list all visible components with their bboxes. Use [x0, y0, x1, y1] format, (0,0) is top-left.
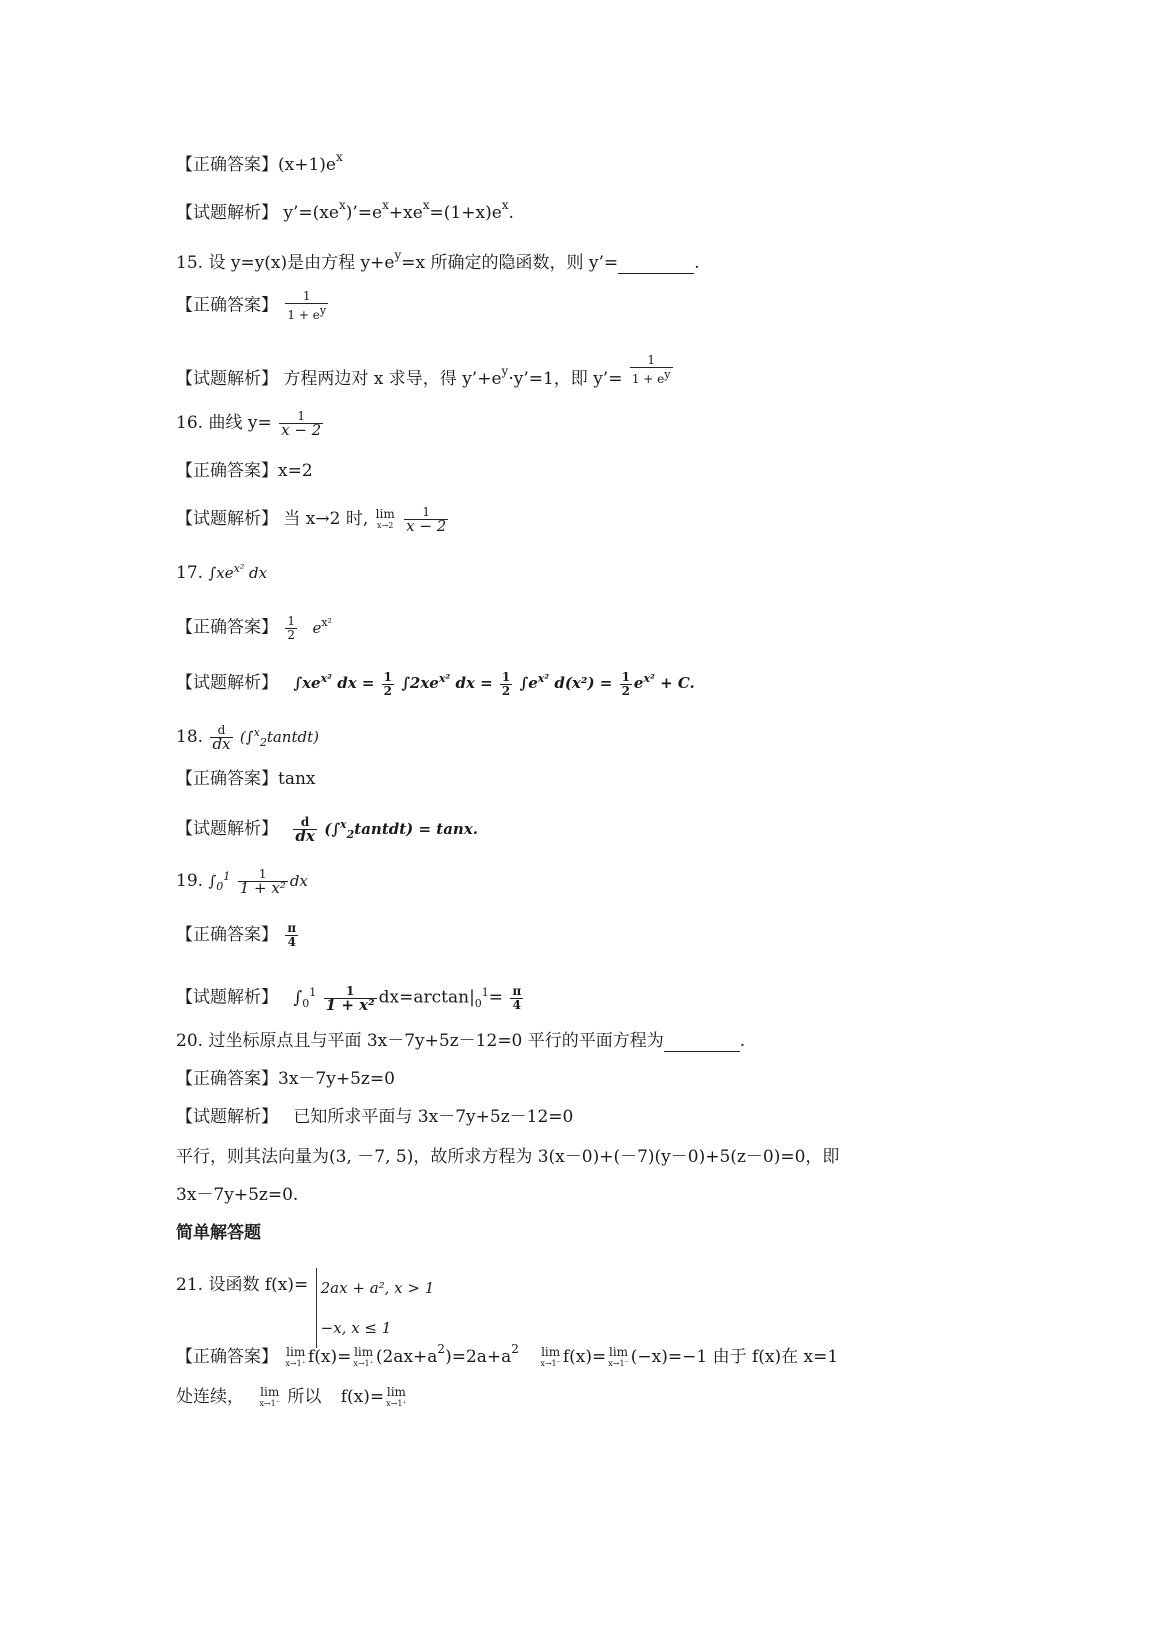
q19-analysis-fraction: $\frac{1}{\text{1 + x²}}$	[325, 983, 375, 1014]
answer-label: 【正确答案】	[176, 295, 278, 316]
q14-answer: (x+1)e	[278, 155, 336, 175]
q17-answer-fraction: $\frac{1}{2}$	[287, 613, 296, 642]
q17-answer-line: 【正确答案】 $\frac{1}{2}$ $e^{x^2}$	[176, 613, 332, 642]
answer-label: 【正确答案】	[176, 925, 278, 945]
analysis-label: 【试题解析】	[176, 369, 278, 389]
answer-label: 【正确答案】	[176, 1347, 278, 1367]
q14-answer-line	[176, 146, 343, 176]
q15-answer-fraction: $\frac{1}{1 + e^y}$	[287, 289, 327, 322]
answer-label: 【正确答案】	[176, 617, 278, 638]
q16-analysis-line: 【试题解析】 当 x→2 时, lim x→2 $\frac{1}{x - 2}$	[176, 505, 447, 535]
answer-label: 【正确答案】	[176, 769, 278, 789]
q20-answer: 3x－7y+5z=0	[278, 1069, 395, 1089]
analysis-label: 【试题解析】	[176, 673, 278, 693]
q20-stem: 20. 过坐标原点且与平面 3x－7y+5z－12=0 平行的平面方程为 .	[176, 1031, 746, 1051]
q14-answer-exp: x	[335, 150, 343, 164]
q18-expression: (∫$^x_2$tantdt)	[239, 726, 319, 749]
q19-answer-fraction: $\frac{\pi}{4}$	[287, 921, 297, 949]
q17-analysis: $\int xe^{x^2}$ dx = $\frac{1}{2}$ $\int 2xe^{x^2}$ dx = $\frac{1}{2}$ $\int e^{x^2}$ d(x²) = $\frac{1}{2}$ $e^{x^2} + C$.	[293, 669, 695, 698]
q18-analysis: (∫$^x_2$tantdt) = tanx.	[324, 818, 479, 841]
q18-analysis-line	[176, 814, 478, 846]
limit-operator: lim x→2	[375, 506, 395, 530]
q19-fraction: $\frac{1}{\text{1 + x²}}$	[239, 867, 286, 897]
q16-answer: x=2	[278, 461, 313, 481]
q21-stem: 21. 设函数 f(x)= 2ax + a², x > 1 −x, x ≤ 1	[176, 1274, 434, 1354]
q19-stem: 19. $\int_0^1$ $\frac{1}{\text{1 + x²}}$ dx	[176, 867, 308, 897]
q17-analysis-line	[176, 668, 695, 698]
q20-answer-line	[176, 1068, 395, 1090]
limit-operator: lim x→1⁻	[540, 1344, 561, 1368]
q16-answer-line	[176, 460, 313, 482]
q17-integral: $\int xe^{x^2}$ dx	[208, 562, 268, 582]
q18-stem: 18. $\frac{d}{dx}$ (∫$^x_2$tantdt)	[176, 723, 319, 753]
q17-stem: 17. $\int xe^{x^2}$ dx	[176, 562, 268, 583]
q19-analysis-line: 【试题解析】 $\int_0^1$ $\frac{1}{\text{1 + x²}}$ $dx=\arctan|_0^1=$ $\frac{\pi}{4}$	[176, 983, 522, 1014]
q16-fraction: $\frac{1}{x - 2}$	[281, 409, 322, 439]
q15-stem: 15. 设 y=y(x)是由方程 $y+e^y=x$ 所确定的隐函数，则 y’= .	[176, 248, 700, 273]
q15-answer-line	[176, 290, 330, 322]
q15-analysis-fraction: $\frac{1}{1 + e^y}$	[631, 352, 671, 386]
q16-analysis-fraction: $\frac{1}{x - 2}$	[406, 505, 447, 535]
q16-stem: 16. 曲线 y= $\frac{1}{x - 2}$	[176, 409, 322, 439]
limit-operator: lim x→1⁺	[285, 1344, 306, 1368]
analysis-label: 【试题解析】	[176, 203, 278, 223]
q19-answer-line	[176, 922, 300, 949]
q21-answer-line2: 处连续， lim x→1⁻ 所以 f(x)= lim x→1⁺	[176, 1384, 407, 1408]
q21-answer-line: 【正确答案】 lim x→1⁺ f(x)= lim x→1⁺ $(2ax+a^2)=2a+a^2$ lim x→1⁻ f(x)= lim x→1⁻ (−x)=−1 由于 f(x)在 x=1	[176, 1342, 839, 1368]
limit-operator: lim x→1⁻	[608, 1344, 629, 1368]
analysis-label: 【试题解析】	[176, 819, 278, 839]
answer-label: 【正确答案】	[176, 1069, 278, 1089]
limit-operator: lim x→1⁻	[259, 1384, 280, 1408]
answer-blank	[618, 257, 694, 274]
analysis-label: 【试题解析】	[176, 1107, 278, 1127]
derivative-operator: $\frac{d}{dx}$	[295, 815, 315, 845]
piecewise-function: 2ax + a², x > 1 −x, x ≤ 1	[316, 1268, 435, 1348]
q20-analysis-line	[176, 1106, 573, 1128]
q20-analysis-line3: 3x－7y+5z=0.	[176, 1185, 299, 1205]
q19-integral: $\int_0^1$	[208, 870, 231, 893]
q18-answer-line	[176, 768, 316, 790]
q14-analysis-line	[176, 194, 514, 224]
section-heading: 简单解答题	[176, 1223, 261, 1243]
q15-analysis-line: 【试题解析】 方程两边对 x 求导，得 $y’+e^y\cdot y’=1$，即 y’= $\frac{1}{1 + e^y}$	[176, 352, 671, 389]
limit-operator: lim x→1⁺	[386, 1384, 407, 1408]
answer-label: 【正确答案】	[176, 461, 278, 481]
q14-analysis: $y’=(xe^x)’=e^x+xe^x=(1+x)e^x$.	[283, 198, 514, 223]
answer-blank	[664, 1035, 740, 1052]
q18-answer: tanx	[278, 769, 316, 789]
limit-operator: lim x→1⁺	[353, 1344, 374, 1368]
derivative-operator: $\frac{d}{dx}$	[212, 723, 231, 753]
analysis-label: 【试题解析】	[176, 987, 278, 1008]
answer-label: 【正确答案】	[176, 155, 278, 175]
pi-over-4: $\frac{\pi}{4}$	[512, 983, 522, 1012]
q20-analysis-line2: 平行，则其法向量为(3, －7, 5)，故所求方程为 3(x－0)+(－7)(y－0)+5(z－0)=0，即	[176, 1147, 840, 1167]
analysis-label: 【试题解析】	[176, 509, 278, 529]
q20-analysis: 已知所求平面与 3x－7y+5z－12=0	[293, 1107, 574, 1127]
